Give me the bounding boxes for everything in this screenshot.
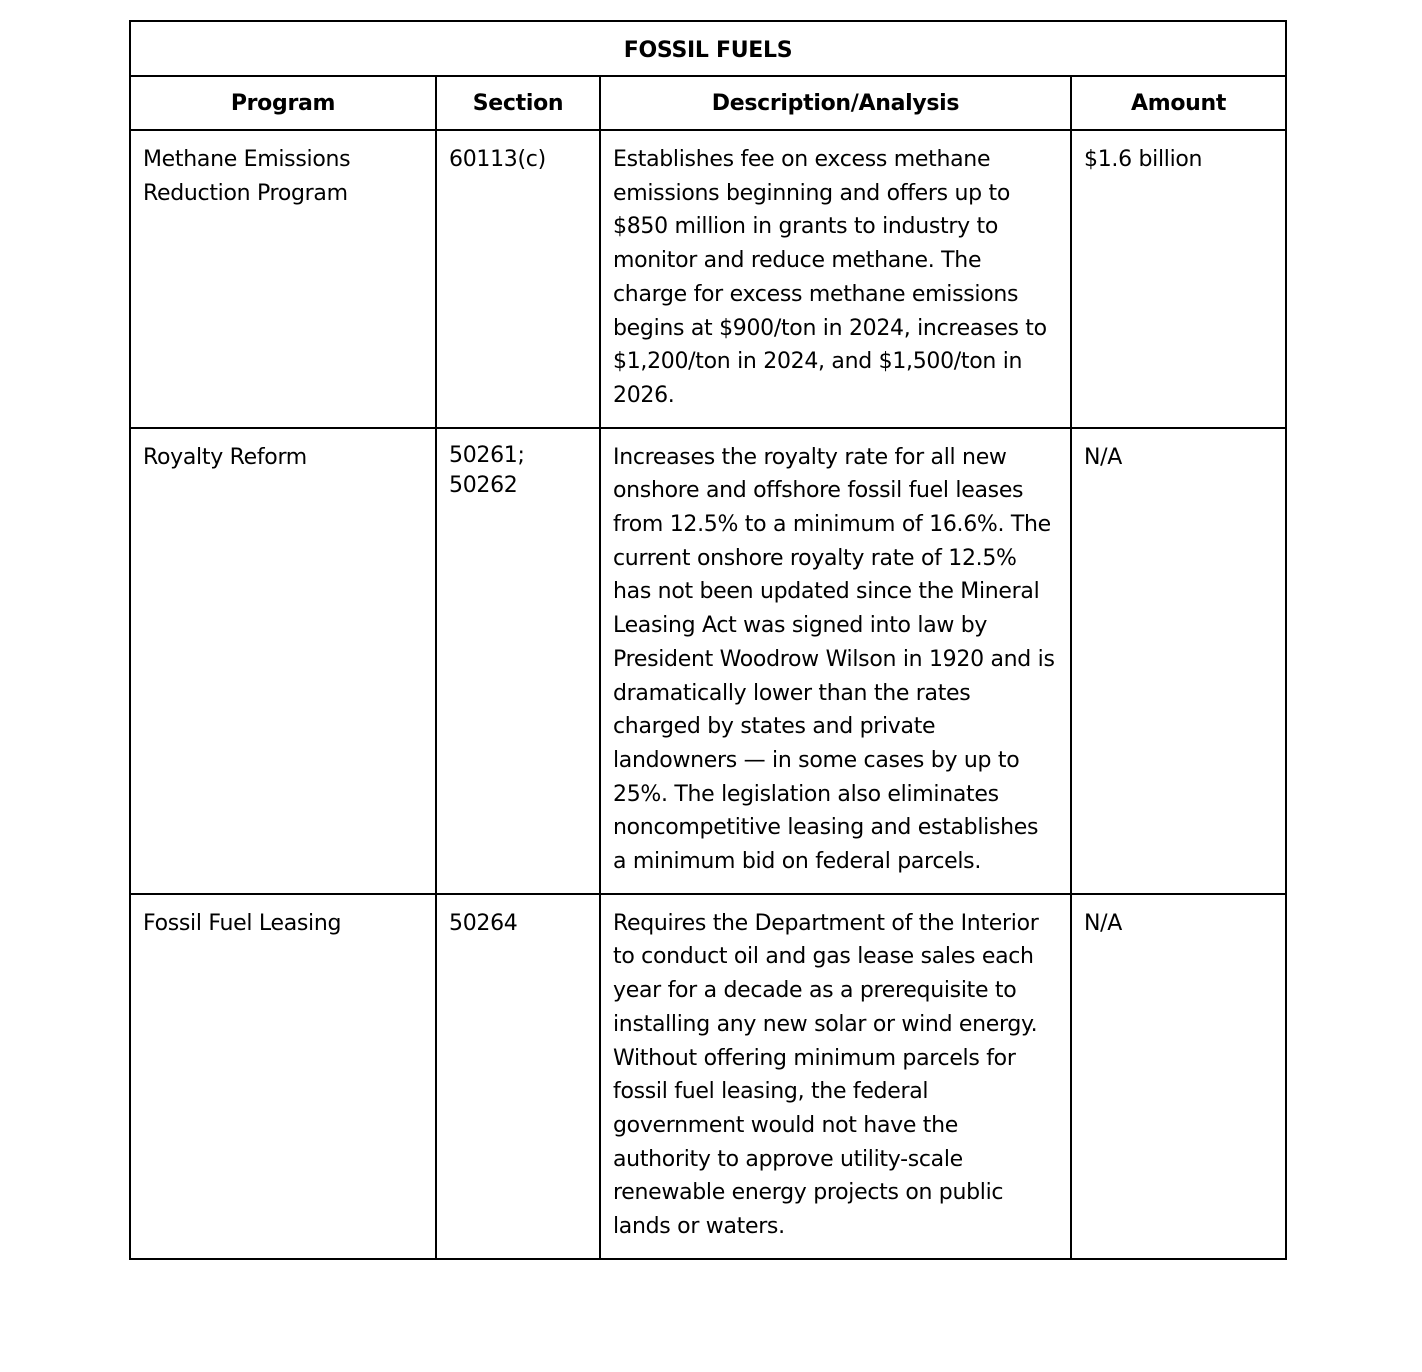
header-amount: Amount: [1071, 76, 1286, 130]
header-section: Section: [436, 76, 600, 130]
table-header-row: [130, 76, 1286, 130]
fossil-fuels-table: [129, 20, 1287, 1260]
cell-program: Royalty Reform: [130, 428, 436, 894]
header-description: Description/Analysis: [600, 76, 1071, 130]
table-row: [130, 894, 1286, 1259]
cell-amount: N/A: [1071, 428, 1286, 894]
cell-description: Increases the royalty rate for all new onshore and offshore fossil fuel leases from 12.5% to a minimum of 16.6%. The current onshore royalty rate of 12.5% has not been updated since the Mineral Leasing Act was signed into law by President Woodrow Wilson in 1920 and is dramatically lower than the rates charged by states and private landowners — in some cases by up to 25%. The legislation also eliminates noncompetitive leasing and establishes a minimum bid on federal parcels.: [600, 428, 1071, 894]
cell-amount: N/A: [1071, 894, 1286, 1259]
table-row: [130, 130, 1286, 428]
header-program: Program: [130, 76, 436, 130]
cell-section: 50264: [436, 894, 600, 1259]
cell-program: Methane Emissions Reduction Program: [130, 130, 436, 428]
cell-description: Establishes fee on excess methane emissions beginning and offers up to $850 million in grants to industry to monitor and reduce methane. The charge for excess methane emissions begins at $900/ton in 2024, increases to $1,200/ton in 2024, and $1,500/ton in 2026.: [600, 130, 1071, 428]
table-row: [130, 428, 1286, 894]
table-title: FOSSIL FUELS: [130, 21, 1286, 76]
cell-section: 60113(c): [436, 130, 600, 428]
cell-amount: $1.6 billion: [1071, 130, 1286, 428]
cell-description: Requires the Department of the Interior to conduct oil and gas lease sales each year for a decade as a prerequisite to installing any new solar or wind energy. Without offering minimum parcels for fossil fuel leasing, the federal government would not have the authority to approve utility-scale renewable energy projects on public lands or waters.: [600, 894, 1071, 1259]
table-title-row: [130, 21, 1286, 76]
cell-program: Fossil Fuel Leasing: [130, 894, 436, 1259]
cell-section: 50261; 50262: [436, 428, 600, 894]
